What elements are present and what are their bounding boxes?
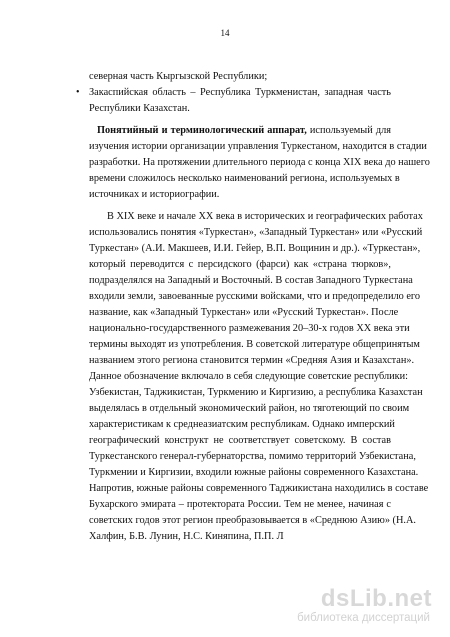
page-number: 14 bbox=[220, 28, 230, 38]
text-line: Бухарского эмирата – протектората России. Тем не менее, начиная с bbox=[89, 499, 391, 510]
text-line: национально-государственного размежевания 20–30-х годов XX века эти bbox=[89, 323, 410, 334]
text-line: разработки. На протяжении длительного периода с конца XIX века до нашего bbox=[89, 157, 430, 168]
text-line: северная часть Кыргызской Республики; bbox=[89, 71, 268, 82]
text-line: выделялась в отдельный экономический район, но тяготеющий по своим bbox=[89, 403, 410, 414]
text-line: названием этого региона становится термин «Средняя Азия и Казахстан». bbox=[89, 355, 415, 366]
text-line bbox=[97, 124, 391, 138]
text-line: Узбекистан, Таджикистан, Туркмению и Киргизию, а республика Казахстан bbox=[89, 387, 423, 398]
text-line: В XIX веке и начале XX века в исторических и географических работах bbox=[107, 211, 423, 222]
text-line: источниках и историографии. bbox=[89, 189, 220, 200]
bullet-icon: • bbox=[76, 87, 80, 98]
text-line: использовались понятия «Туркестан», «Западный Туркестан» или «Русский bbox=[89, 227, 423, 238]
text-line: характеристикам к среднеазиатским республикам. Однако имперский bbox=[89, 419, 395, 430]
text-line: Халфин, Б.В. Лунин, Н.С. Киняпина, П.П. Л bbox=[89, 531, 284, 542]
text-line: времени сложилось несколько наименований региона, используемых в bbox=[89, 173, 400, 184]
text-line: входили земли, завоеванные русскими войсками, что и предопределило его bbox=[89, 291, 421, 302]
text-line: Закаспийская область – Республика Туркменистан, западная часть bbox=[89, 87, 391, 98]
watermark-caption: библиотека диссертаций bbox=[297, 612, 430, 624]
watermark-logo: dsLib.net bbox=[320, 585, 432, 612]
text-line: Туркмении и Киргизии, входили южные районы современного Казахстана. bbox=[89, 467, 419, 478]
text-line: термины выходят из употребления. В советской литературе общепринятым bbox=[89, 339, 420, 350]
text-line: изучения истории организации управления Туркестаном, находится в стадии bbox=[89, 141, 427, 152]
text-line: название, как «Западный Туркестан» или «Русский Туркестан». После bbox=[89, 307, 399, 318]
text-line: подразделялся на Западный и Восточный. В состав Западного Туркестана bbox=[89, 275, 413, 286]
bold-term: Понятийный и терминологический аппарат, bbox=[97, 125, 307, 136]
text-line-rest: используемый для bbox=[306, 125, 391, 136]
text-line: который переводится с персидского (фарси) как «страна тюрков», bbox=[89, 259, 391, 270]
watermark bbox=[242, 585, 432, 629]
text-line: советских годов этот регион преобразовывается в «Среднюю Азию» (Н.А. bbox=[89, 515, 416, 526]
text-line: Напротив, южные районы современного Таджикистана находились в составе bbox=[89, 483, 429, 494]
text-line: Туркестанского генерал-губернаторства, помимо территорий Узбекистана, bbox=[89, 451, 416, 462]
text-line: Туркестан» (А.И. Макшеев, И.И. Гейер, В.П. Вощинин и др.). «Туркестан», bbox=[89, 243, 421, 254]
text-line: географический конструкт не соответствует советскому. В состав bbox=[89, 435, 391, 446]
text-line: Республики Казахстан. bbox=[89, 103, 190, 114]
text-line: Данное обозначение включало в себя следующие советские республики: bbox=[89, 371, 409, 382]
